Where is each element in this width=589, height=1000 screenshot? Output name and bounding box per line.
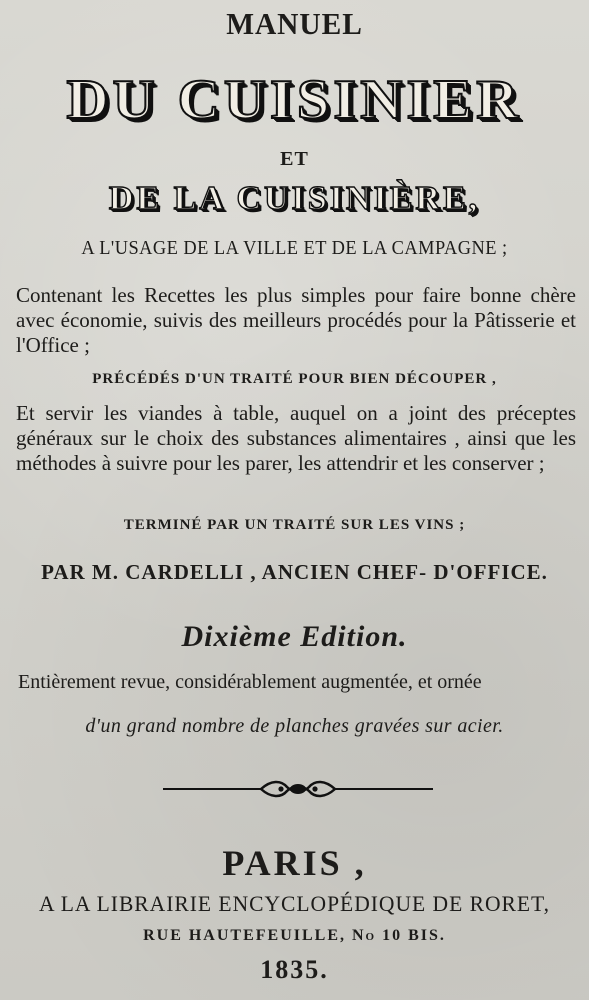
description-paragraph-1: Contenant les Recettes les plus simples pour faire bonne chère avec économie, suivis des meilleurs procédés pour la Pâtisserie et l'Office ; — [16, 283, 576, 357]
publisher-library: A LA LIBRAIRIE ENCYCLOPÉDIQUE DE RORET, — [39, 891, 550, 916]
ornament-divider-icon — [163, 776, 433, 802]
revised-line: Entièrement revue, considérablement augmentée, et ornée — [18, 671, 482, 693]
edition-line: Dixième Edition. — [181, 620, 408, 653]
book-title-manuel: MANUEL — [226, 6, 363, 41]
publisher-address: RUE HAUTEFEUILLE, No 10 BIS. — [143, 927, 446, 944]
publication-year: 1835. — [260, 955, 329, 984]
description-paragraph-2: Et servir les viandes à table, auquel on a joint des préceptes généraux sur le choix des substances alimentaires , ainsi que les méthodes à suivre pour les parer, les attendrir et les conserver ; — [16, 401, 576, 475]
publisher-city: PARIS , — [222, 843, 367, 883]
book-title-subtitle: DE LA CUISINIÈRE, — [108, 180, 481, 217]
terminated-line: TERMINÉ PAR UN TRAITÉ SUR LES VINS ; — [123, 517, 466, 533]
book-title-main: DU CUISINIER — [66, 69, 523, 131]
author-line: PAR M. CARDELLI , ANCIEN CHEF- D'OFFICE. — [41, 560, 548, 584]
book-title-connector: ET — [280, 148, 309, 170]
usage-line: A L'USAGE DE LA VILLE ET DE LA CAMPAGNE ; — [81, 237, 508, 259]
preceded-line: PRÉCÉDÉS D'UN TRAITÉ POUR BIEN DÉCOUPER , — [92, 371, 497, 387]
engraved-line: d'un grand nombre de planches gravées sur acier. — [85, 715, 504, 737]
